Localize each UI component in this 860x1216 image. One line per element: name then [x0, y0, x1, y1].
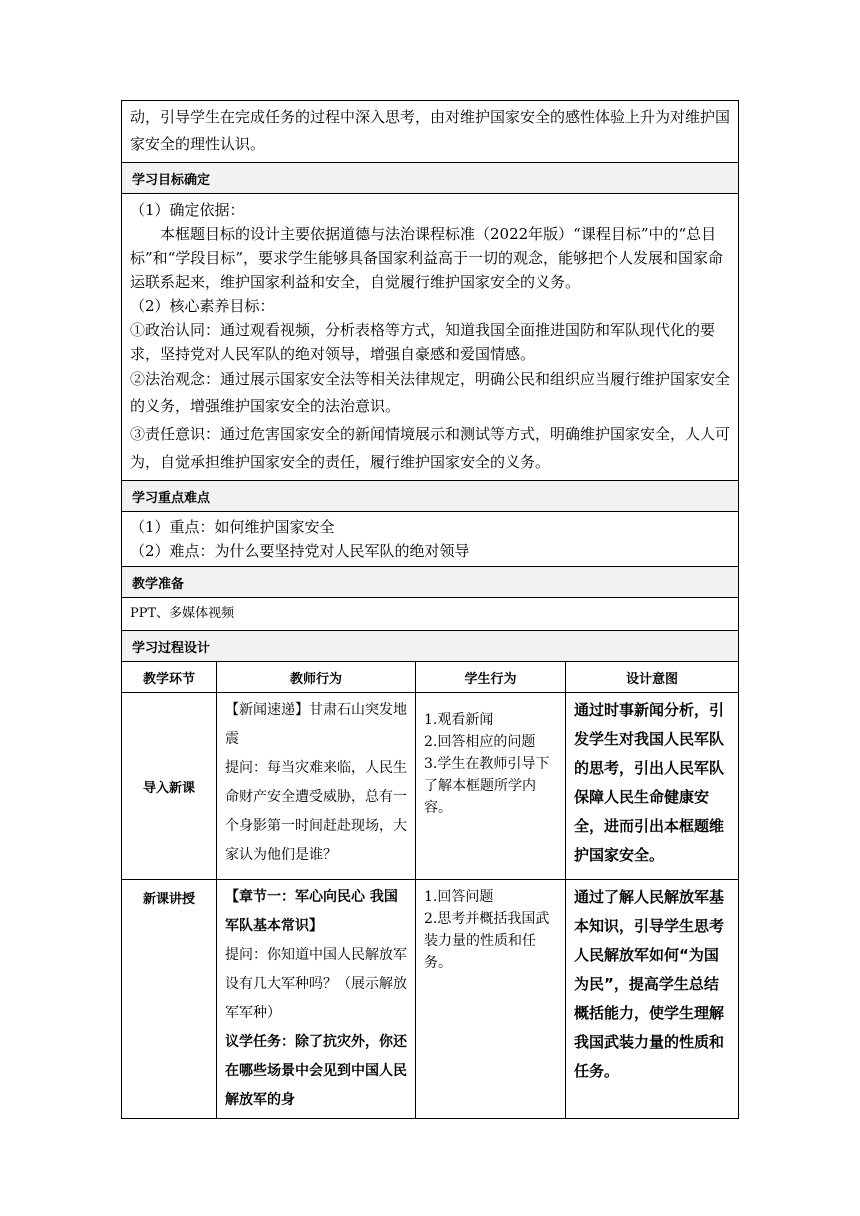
goals-heading-row: [122, 163, 739, 194]
teacher-action-title: 【新闻速递】甘肃石山突发地震: [225, 702, 407, 747]
stage-label: 导入新课: [122, 693, 217, 880]
student-action-cell: [416, 693, 566, 880]
intro-row: [122, 101, 739, 163]
student-action-item: 2.回答相应的问题: [424, 734, 536, 750]
basis-title: （1）确定依据：: [130, 201, 245, 219]
process-column-header-row: [122, 662, 739, 693]
process-row-lecture: [122, 880, 739, 1119]
teacher-action-cell: [217, 880, 416, 1119]
student-action-item: 3.学生在教师引导下了解本框题所学内容。: [424, 756, 550, 816]
keypoints-heading: 学习重点难点: [122, 481, 739, 512]
column-header-stage: 教学环节: [122, 662, 217, 693]
keypoints-heading-row: [122, 481, 739, 512]
preparation-heading: 教学准备: [122, 567, 739, 598]
stage-label: 新课讲授: [122, 880, 217, 1119]
design-intent-cell: 通过了解人民解放军基本知识，引导学生思考人民解放军如何“为国为民”，提高学生总结概括能力，使学生理解我国武装力量的性质和任务。: [566, 880, 739, 1119]
process-row-intro: [122, 693, 739, 880]
preparation-text: PPT、多媒体视频: [122, 598, 739, 631]
key-point: （1）重点：如何维护国家安全: [130, 518, 335, 536]
core-item-responsibility: ③责任意识：通过危害国家安全的新闻情境展示和测试等方式，明确维护国家安全，人人可为，自觉承担维护国家安全的责任，履行维护国家安全的义务。: [130, 425, 731, 471]
preparation-heading-row: [122, 567, 739, 598]
column-header-intent: 设计意图: [566, 662, 739, 693]
keypoints-content-row: [122, 512, 739, 567]
goals-content-row: [122, 194, 739, 481]
lesson-plan-page: [121, 100, 738, 1119]
intro-text: 动，引导学生在完成任务的过程中深入思考，由对维护国家安全的感性体验上升为对维护国家安全的理性认识。: [130, 108, 731, 153]
student-action-item: 1.回答问题: [424, 889, 494, 905]
student-action-item: 1.观看新闻: [424, 712, 494, 728]
preparation-content-row: [122, 598, 739, 631]
basis-text: 本框题目标的设计主要依据道德与法治课程标准（2022年版）“课程目标”中的“总目标”和“学段目标”，要求学生能够具备国家利益高于一切的观念，能够把个人发展和国家命运联系起来，维护国家利益和安全，自觉履行维护国家安全的义务。: [130, 225, 724, 291]
student-action-cell: [416, 880, 566, 1119]
design-intent-cell: 通过时事新闻分析，引发学生对我国人民军队的思考，引出人民军队保障人民生命健康安全，进而引出本框题维护国家安全。: [566, 693, 739, 880]
core-item-political: ①政治认同：通过观看视频，分析表格等方式，知道我国全面推进国防和军队现代化的要求，坚持党对人民军队的绝对领导，增强自豪感和爱国情感。: [130, 321, 716, 363]
teacher-action-cell: [217, 693, 416, 880]
lesson-plan-table: [121, 100, 739, 1119]
core-title: （2）核心素养目标：: [130, 297, 275, 315]
process-heading-row: [122, 631, 739, 662]
teacher-action-text: 提问：每当灾难来临，人民生命财产安全遭受威胁，总有一个身影第一时间赶赴现场，大家认为他们是谁？: [225, 760, 407, 863]
column-header-student: 学生行为: [416, 662, 566, 693]
teacher-action-title: 【章节一：军心向民心 我国军队基本常识】: [225, 889, 398, 934]
goals-heading: 学习目标确定: [122, 163, 739, 194]
student-action-item: 2.思考并概括我国武装力量的性质和任务。: [424, 911, 550, 971]
teacher-action-text: 提问：你知道中国人民解放军设有几大军种吗？（展示解放军军种）: [225, 947, 407, 1021]
difficult-point: （2）难点：为什么要坚持党对人民军队的绝对领导: [130, 542, 470, 560]
core-item-law: ②法治观念：通过展示国家安全法等相关法律规定，明确公民和组织应当履行维护国家安全的义务，增强维护国家安全的法治意识。: [130, 370, 731, 415]
teacher-action-task: 议学任务：除了抗灾外，你还在哪些场景中会见到中国人民解放军的身: [225, 1034, 407, 1108]
column-header-teacher: 教师行为: [217, 662, 416, 693]
process-heading: 学习过程设计: [122, 631, 739, 662]
